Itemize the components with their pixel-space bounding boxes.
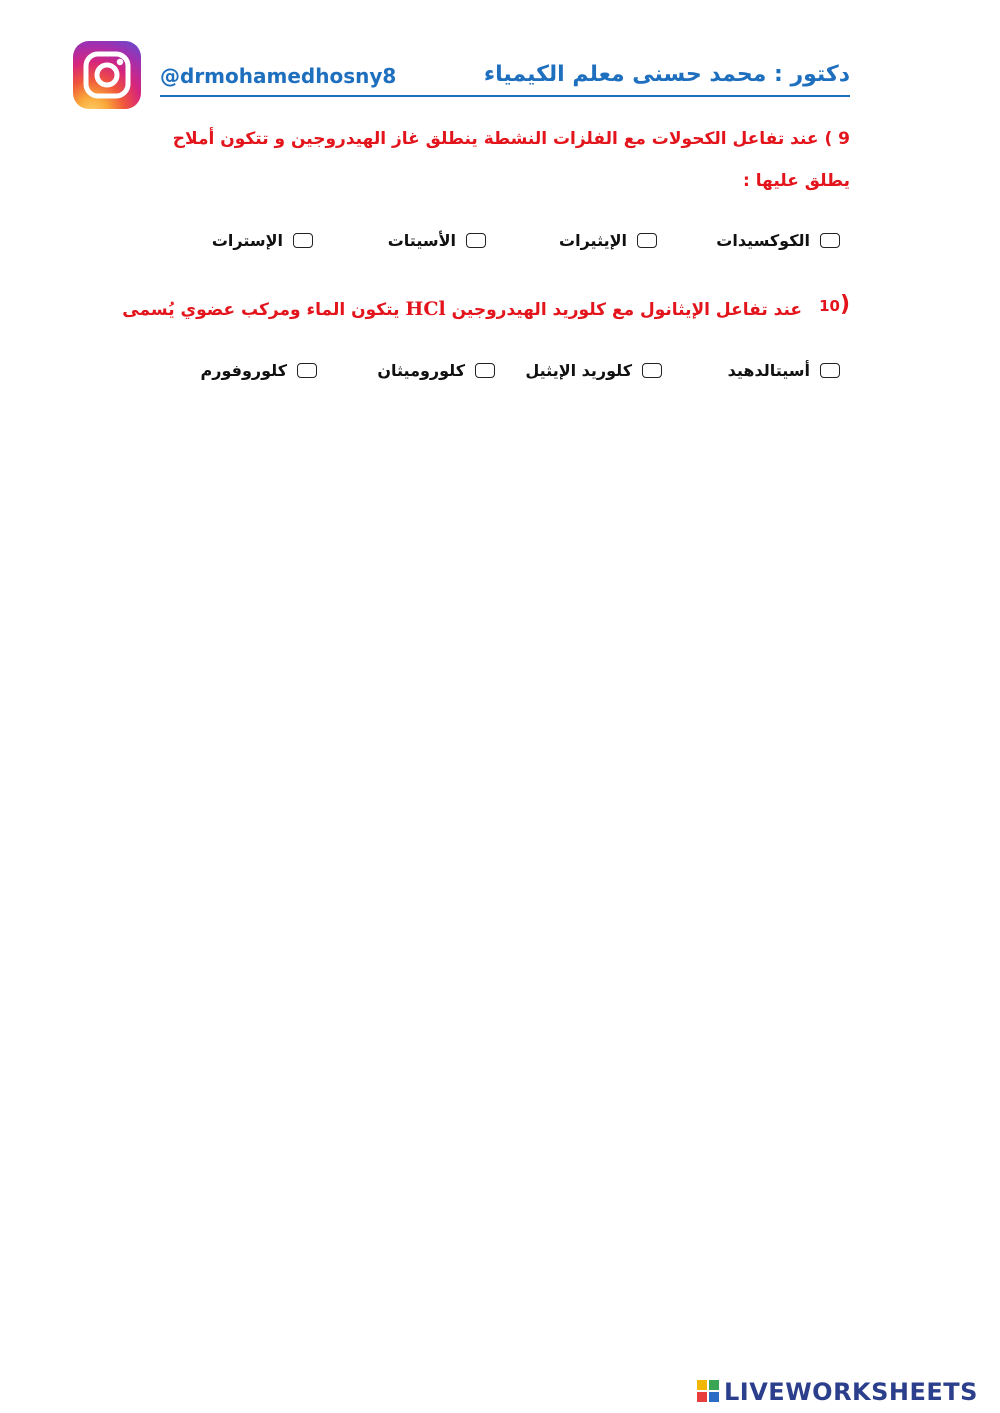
checkbox[interactable] [820,363,840,378]
instagram-icon [73,41,141,109]
q10-option-1[interactable] [728,361,840,380]
option-label: الإسترات [211,231,283,250]
q10-option-4[interactable] [201,361,317,380]
checkbox[interactable] [642,363,662,378]
checkbox[interactable] [297,363,317,378]
q10-option-3[interactable] [377,361,495,380]
option-label: الإيثيرات [559,231,627,250]
liveworksheets-logo [697,1378,978,1406]
option-label: أسيتالدهيد [727,361,810,380]
option-label: الكوكسيدات [716,231,810,250]
question-9-text-line2: يطلق عليها : [743,171,850,191]
checkbox[interactable] [466,233,486,248]
q9-option-2[interactable] [559,231,657,250]
checkbox[interactable] [475,363,495,378]
checkbox[interactable] [293,233,313,248]
instagram-handle[interactable]: @drmohamedhosny8 [160,64,397,88]
checkbox[interactable] [637,233,657,248]
header-underline [160,95,850,97]
liveworksheets-wordmark: LIVEWORKSHEETS [724,1378,978,1406]
q9-option-3[interactable] [388,231,486,250]
option-label: الأسيتات [387,231,456,250]
formula-hcl: HCl [405,298,446,320]
teacher-name: دكتور : محمد حسنى معلم الكيمياء [483,62,850,87]
option-label: كلوروفورم [200,361,287,380]
option-label: كلوريد الإيثيل [525,361,632,380]
liveworksheets-icon [697,1380,721,1404]
option-label: كلوروميثان [377,361,465,380]
checkbox[interactable] [820,233,840,248]
q9-option-4[interactable] [212,231,313,250]
q9-option-1[interactable] [716,231,840,250]
question-9-text-line1: 9 ) عند تفاعل الكحولات مع الفلزات النشطة ينطلق غاز الهيدروجين و تتكون أملاح [172,129,850,149]
question-10-number: 10) [819,292,850,317]
question-10-text: عند تفاعل الإيثانول مع كلوريد الهيدروجين HCl يتكون الماء ومركب عضوي يُسمى [122,298,802,320]
q10-option-2[interactable] [525,361,662,380]
